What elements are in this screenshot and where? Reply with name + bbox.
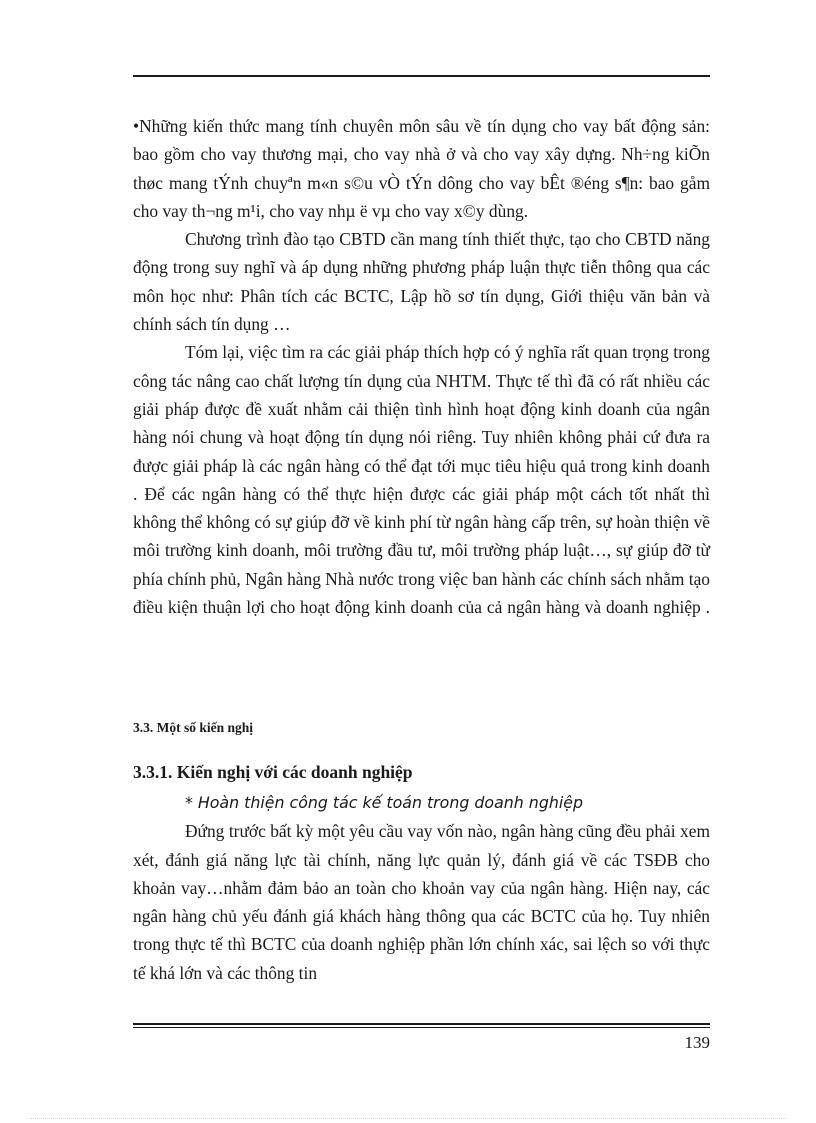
page-number: 139 xyxy=(684,1033,710,1052)
header-rule xyxy=(133,75,710,77)
italic-subheading: * Hoàn thiện công tác kế toán trong doanh nghiệp xyxy=(185,793,583,812)
footer-rule-thin xyxy=(133,1027,710,1028)
paragraph-training: Chương trình đào tạo CBTD cần mang tính thiết thực, tạo cho CBTD năng động trong suy nghĩ và áp dụng những phương pháp luận thực tiễn thông qua các môn học như: Phân tích các BCTC, Lập hồ sơ tín dụng, Giới thiệu văn bản và chính sách tín dụng … xyxy=(133,229,710,335)
page-bottom-dotted-line xyxy=(30,1118,786,1119)
section-heading: 3.3. Một số kiến nghị xyxy=(133,720,254,735)
subsection-heading: 3.3.1. Kiến nghị với các doanh nghiệp xyxy=(133,762,413,782)
paragraph-knowledge: •Những kiến thức mang tính chuyên môn sâu về tín dụng cho vay bất động sản: bao gồm cho vay thương mại, cho vay nhà ở và cho vay xây dựng. Nh÷ng kiÕn thøc mang tÝnh chuyªn m«n s©u vÒ tÝn dông cho vay bÊt ®éng s¶n: bao gåm cho vay th¬ng m¹i, cho vay nhµ ë vµ cho vay x©y dùng. xyxy=(133,116,710,221)
footer-rule-thick xyxy=(133,1023,710,1025)
page-body xyxy=(133,112,710,983)
paragraph-summary: Tóm lại, việc tìm ra các giải pháp thích hợp có ý nghĩa rất quan trọng trong công tác nâng cao chất lượng tín dụng của NHTM. Thực tế thì đã có rất nhiều các giải pháp được đề xuất nhằm cải thiện tình hình hoạt động kinh doanh của ngân hàng nói chung và hoạt động tín dụng nói riêng. Tuy nhiên không phải cứ đưa ra được giải pháp là các ngân hàng có thể đạt tới mục tiêu hiệu quả trong kinh doanh . Để các ngân hàng có thể thực hiện được các giải pháp một cách tốt nhất thì không thể không có sự giúp đỡ về kinh phí từ ngân hàng cấp trên, sự hoàn thiện về môi trường kinh doanh, môi trường đầu tư, môi trường pháp luật…, sự giúp đỡ từ phía chính phủ, Ngân hàng Nhà nước trong việc ban hành các chính sách nhằm tạo điều kiện thuận lợi cho hoạt động kinh doanh của cả ngân hàng và doanh nghiệp . xyxy=(133,342,710,618)
subsection-body xyxy=(133,789,710,987)
paragraph-accounting: Đứng trước bất kỳ một yêu cầu vay vốn nào, ngân hàng cũng đều phải xem xét, đánh giá năng lực tài chính, năng lực quản lý, đánh giá về các TSĐB cho khoản vay…nhằm đảm bảo an toàn cho khoản vay của ngân hàng. Hiện nay, các ngân hàng chủ yếu đánh giá khách hàng thông qua các BCTC của họ. Tuy nhiên trong thực tế thì BCTC của doanh nghiệp phần lớn chính xác, sai lệch so với thực tế khá lớn và các thông tin xyxy=(133,821,710,983)
